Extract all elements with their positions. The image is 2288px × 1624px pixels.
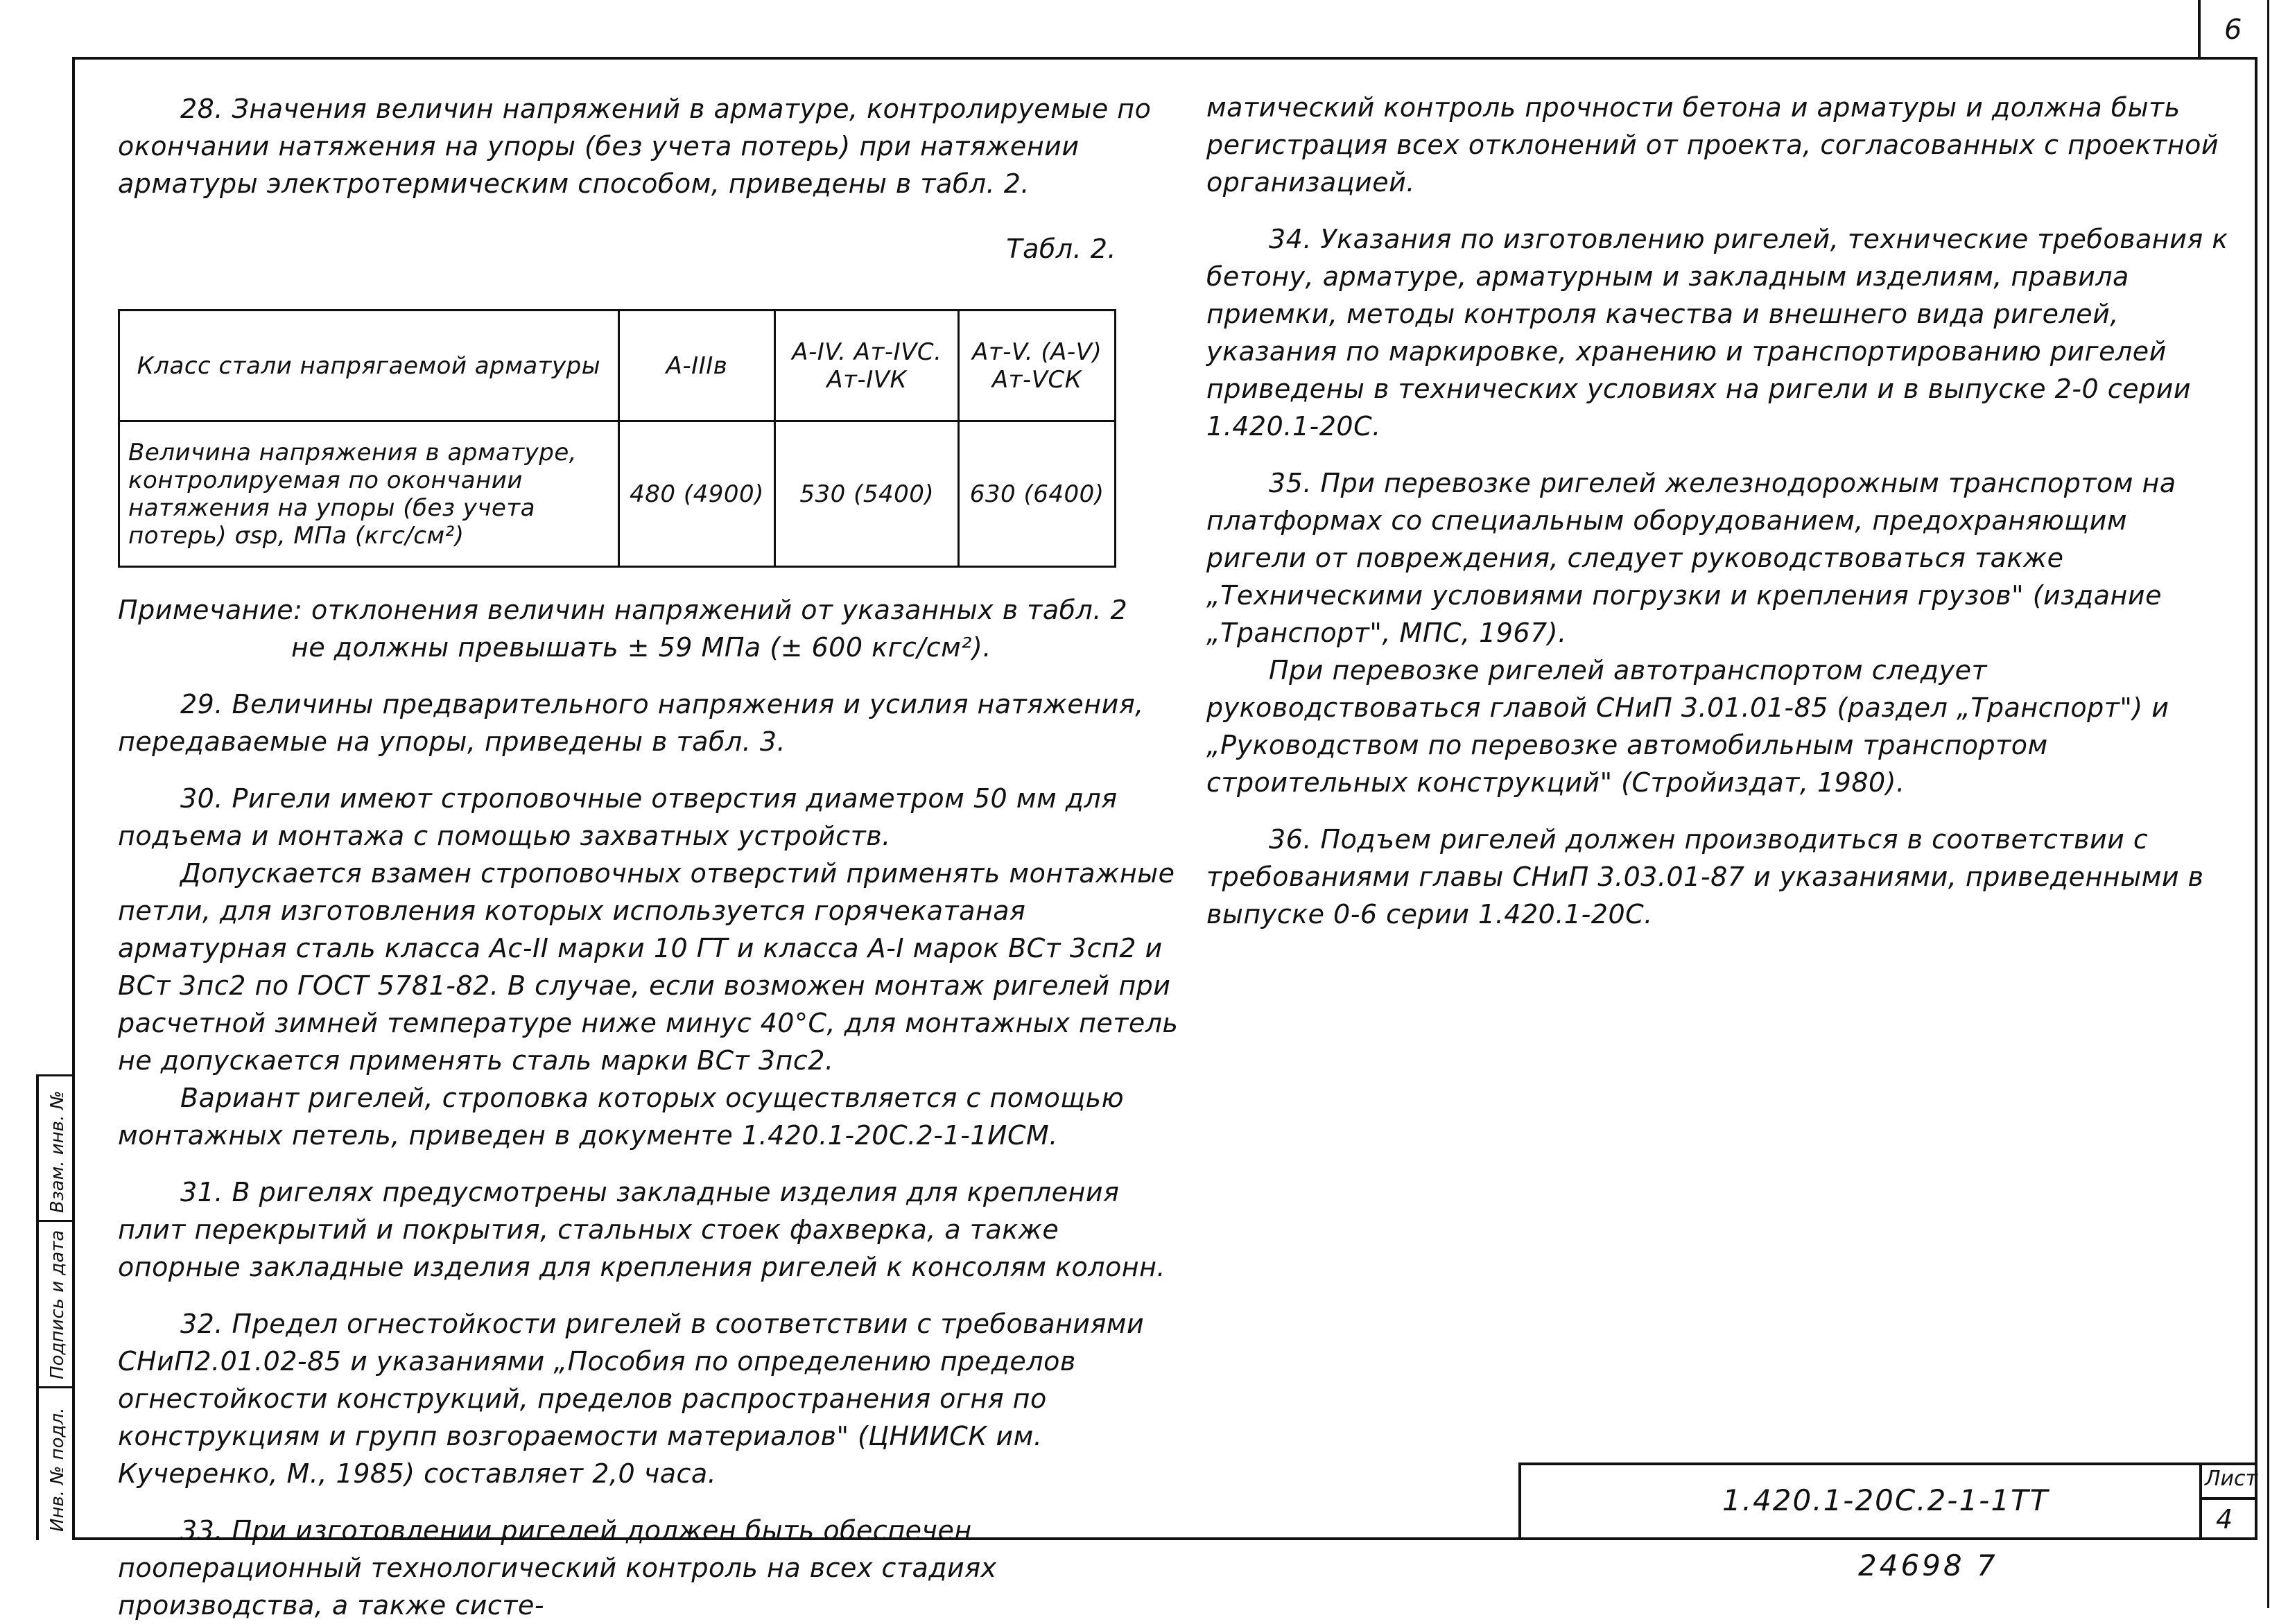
sheet-cell-divider xyxy=(2202,1497,2257,1500)
paragraph-35-auto-transport: При перевозке ригелей автотранспортом следует руководствоваться главой СНиП 3.01.01-85 (раздел „Транспорт") и „Руководством по перевозке автомобильным транспортом строительных конструкций" (Стройиздат, 1980). xyxy=(1206,655,2169,798)
margin-label-signature-date: Подпись и дата xyxy=(47,1230,68,1379)
right-border-line xyxy=(2267,0,2269,1608)
margin-cell-divider-3 xyxy=(39,1386,72,1388)
table-col-a4: А-IV. Ат-IVС. Ат-IVК xyxy=(775,311,959,421)
paragraph-30-mounting-loops: Допускается взамен строповочных отверстий применять монтажные петли, для изготовления которых используется горячекатаная арматурная сталь класса Ас-II марки 10 ГТ и класса А-I марок ВСт 3сп2 и ВСт 3пс2 по ГОСТ 5781-82. В случае, если возможен монтаж ригелей при расчетной зимней температуре ниже минус 40°С, для монтажных петель не допускается применять сталь марки ВСт 3пс2. xyxy=(118,858,1179,1076)
table-caption: Табл. 2. xyxy=(1006,234,1116,264)
paragraph-33-continued: матический контроль прочности бетона и арматуры и должна быть регистрация всех отклонений от проекта, согласованных с проектной организацией. xyxy=(1206,92,2219,198)
paragraph-30-variant: Вариант ригелей, строповка которых осуществляется с помощью монтажных петель, приведен в документе 1.420.1-20С.2-1-1ИСМ. xyxy=(118,1083,1125,1151)
table-value-1: 480 (4900) xyxy=(618,421,775,567)
stress-table xyxy=(118,309,1116,568)
paragraph-29: 29. Величины предварительного напряжения и усилия натяжения, передаваемые на упоры, приведены в табл. 3. xyxy=(118,689,1144,757)
table-note-line-1: Примечание: отклонения величин напряжений от указанных в табл. 2 xyxy=(118,595,1128,625)
paragraph-36: 36. Подъем ригелей должен производиться в соответствии с требованиями главы СНиП 3.03.01-87 и указаниями, приведенными в выпуске 0-6 серии 1.420.1-20С. xyxy=(1206,824,2204,929)
title-block-stamp xyxy=(1518,1463,2257,1540)
page-corner-number: 6 xyxy=(2224,14,2242,46)
sheet-label: Лист xyxy=(2205,1467,2258,1491)
table-header-label: Класс стали напрягаемой арматуры xyxy=(119,311,619,421)
table-col-at5: Ат-V. (А-V) Ат-VСК xyxy=(959,311,1116,421)
table-value-3: 630 (6400) xyxy=(959,421,1116,567)
paragraph-35: 35. При перевозке ригелей железнодорожным транспортом на платформах со специальным оборудованием, предохраняющим ригели от повреждения, следует руководствоваться также „Техническими условиями погрузки и крепления грузов" (издание „Транспорт", МПС, 1967). xyxy=(1206,468,2176,648)
margin-cell-divider-1 xyxy=(39,1074,72,1076)
inventory-number: 24698 7 xyxy=(1858,1548,1998,1582)
margin-label-replaced-inv: Взам. инв. № xyxy=(47,1090,68,1213)
paragraph-34: 34. Указания по изготовлению ригелей, технические требования к бетону, арматуре, арматурным и закладным изделиям, правила приемки, методы контроля качества и внешнего вида ригелей, указания по маркировке, хранению и транспортированию ригелей приведены в технических условиях на ригели и в выпуске 2-0 серии 1.420.1-20С. xyxy=(1206,224,2228,442)
right-column xyxy=(1206,89,2233,933)
left-column xyxy=(118,90,1179,1624)
sheet-number: 4 xyxy=(2216,1504,2233,1535)
left-margin-stamp xyxy=(36,1074,72,1540)
page-corner-box xyxy=(2198,0,2270,58)
margin-cell-divider-2 xyxy=(39,1220,72,1222)
table-value-2: 530 (5400) xyxy=(775,421,959,567)
sheet-number-cell xyxy=(2199,1465,2257,1540)
document-code: 1.420.1-20С.2-1-1ТТ xyxy=(1722,1483,2049,1517)
margin-label-inv-original: Инв. № подл. xyxy=(47,1407,68,1532)
paragraph-33: 33. При изготовлении ригелей должен быть обеспечен пооперационный технологический контроль на всех стадиях производства, а также систе- xyxy=(118,1515,997,1621)
paragraph-28: 28. Значения величин напряжений в арматуре, контролируемые по окончании натяжения на упоры (без учета потерь) при натяжении арматуры электротермическим способом, приведены в табл. 2. xyxy=(118,94,1152,199)
table-note-line-2: не должны превышать ± 59 МПа (± 600 кгс/см²). xyxy=(291,632,991,663)
paragraph-30: 30. Ригели имеют строповочные отверстия диаметром 50 мм для подъема и монтажа с помощью захватных устройств. xyxy=(118,783,1118,851)
table-col-a3v: А-IIIв xyxy=(618,311,775,421)
table-row-label: Величина напряжения в арматуре, контролируемая по окончании натяжения на упоры (без учета потерь) σsp, МПа (кгс/см²) xyxy=(119,421,619,567)
paragraph-32: 32. Предел огнестойкости ригелей в соответствии с требованиями СНиП2.01.02-85 и указаниями „Пособия по определению пределов огнестойкости конструкций, пределов распространения огня по конструкциям и групп возгораемости материалов" (ЦНИИСК им. Кучеренко, М., 1985) составляет 2,0 часа. xyxy=(118,1309,1145,1489)
paragraph-31: 31. В ригелях предусмотрены закладные изделия для крепления плит перекрытий и покрытия, стальных стоек фахверка, а также опорные закладные изделия для крепления ригелей к консолям колонн. xyxy=(118,1177,1166,1282)
